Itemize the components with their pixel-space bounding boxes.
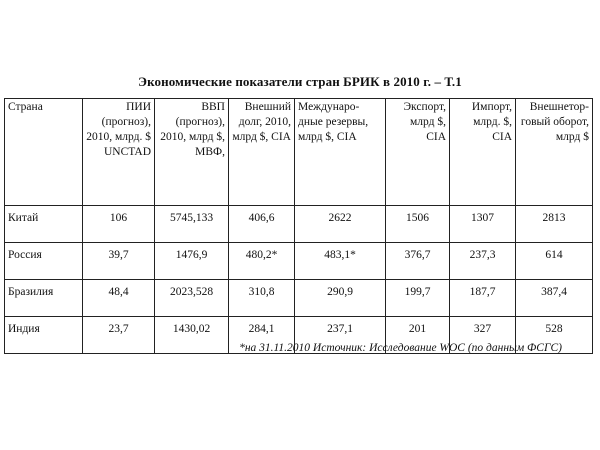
cell-external-debt: 480,2* (229, 243, 295, 280)
cell-trade-turnover: 387,4 (516, 280, 593, 317)
cell-trade-turnover: 528 (516, 317, 593, 354)
cell-external-debt: 310,8 (229, 280, 295, 317)
cell-export: 201 (386, 317, 450, 354)
cell-fdi: 106 (83, 206, 155, 243)
cell-export: 1506 (386, 206, 450, 243)
cell-gdp: 1476,9 (155, 243, 229, 280)
cell-import: 327 (450, 317, 516, 354)
cell-gdp: 2023,528 (155, 280, 229, 317)
header-trade-turnover: Внешнетор-говый оборот, млрд $ (516, 99, 593, 206)
cell-fdi: 48,4 (83, 280, 155, 317)
header-import: Импорт, млрд. $, CIA (450, 99, 516, 206)
cell-gdp: 1430,02 (155, 317, 229, 354)
brics-economic-table (4, 98, 593, 354)
cell-trade-turnover: 614 (516, 243, 593, 280)
table-row (5, 206, 593, 243)
cell-fdi: 23,7 (83, 317, 155, 354)
table-footnote: *на 31.11.2010 Источник: Исследование WOC (по данным ФСГС) (239, 342, 562, 354)
table-row (5, 243, 593, 280)
cell-export: 376,7 (386, 243, 450, 280)
header-external-debt: Внешний долг, 2010, млрд $, CIA (229, 99, 295, 206)
cell-import: 237,3 (450, 243, 516, 280)
cell-fdi: 39,7 (83, 243, 155, 280)
cell-external-debt: 284,1 (229, 317, 295, 354)
cell-country: Россия (5, 243, 83, 280)
cell-import: 187,7 (450, 280, 516, 317)
cell-import: 1307 (450, 206, 516, 243)
cell-country: Китай (5, 206, 83, 243)
cell-reserves: 237,1 (295, 317, 386, 354)
header-country: Страна (5, 99, 83, 206)
header-fdi: ПИИ (прогноз), 2010, млрд. $ UNCTAD (83, 99, 155, 206)
cell-reserves: 2622 (295, 206, 386, 243)
table-row (5, 280, 593, 317)
cell-gdp: 5745,133 (155, 206, 229, 243)
cell-reserves: 290,9 (295, 280, 386, 317)
header-export: Экспорт, млрд $, CIA (386, 99, 450, 206)
table-title: Экономические показатели стран БРИК в 2010 г. – Т.1 (138, 74, 462, 89)
cell-export: 199,7 (386, 280, 450, 317)
header-row (5, 99, 593, 206)
header-reserves: Междунаро-дные резервы, млрд $, CIA (295, 99, 386, 206)
header-gdp: ВВП (прогноз), 2010, млрд $, МВФ, (155, 99, 229, 206)
cell-trade-turnover: 2813 (516, 206, 593, 243)
cell-country: Индия (5, 317, 83, 354)
cell-reserves: 483,1* (295, 243, 386, 280)
cell-country: Бразилия (5, 280, 83, 317)
cell-external-debt: 406,6 (229, 206, 295, 243)
